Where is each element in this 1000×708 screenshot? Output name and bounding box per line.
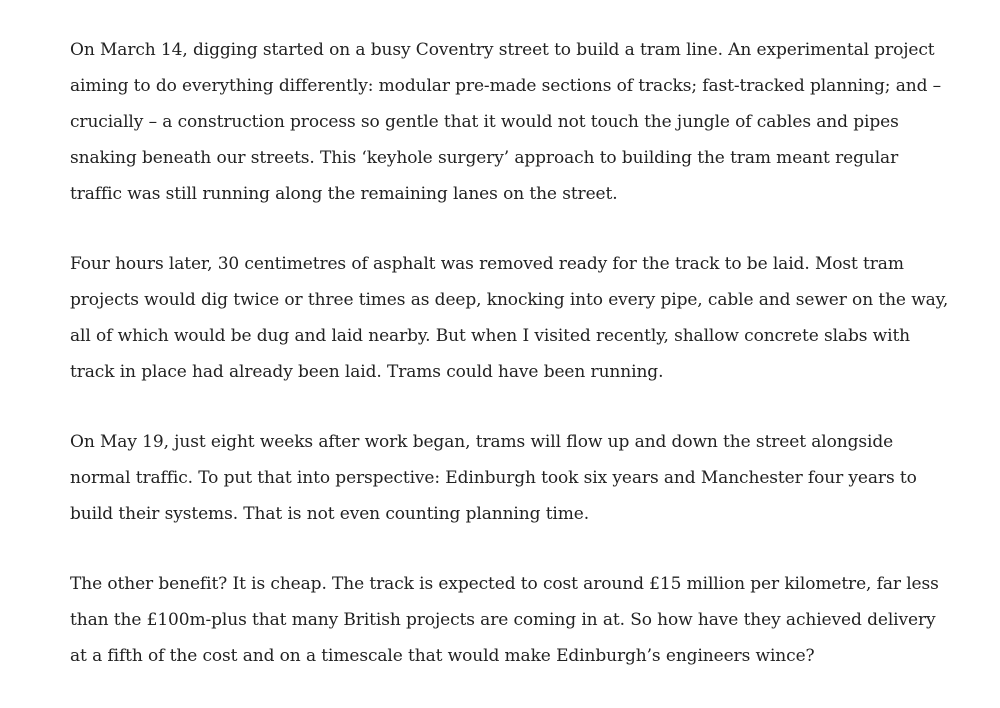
paragraph-4: The other benefit? It is cheap. The track is expected to cost around £15 million per kilometre, far less than the £100m-plus that many British projects are coming in at. So how have they achieved delivery at a fifth of the cost and on a timescale that would make Edinburgh’s engineers wince?: [70, 574, 939, 666]
paragraph-2: Four hours later, 30 centimetres of asphalt was removed ready for the track to be laid. Most tram projects would dig twice or three times as deep, knocking into every pipe, cable and sewer on the way, all of which would be dug and laid nearby. But when I visited recently, shallow concrete slabs with track in place had already been laid. Trams could have been running.: [70, 254, 949, 382]
article-body: [70, 32, 950, 674]
paragraph-1: On March 14, digging started on a busy Coventry street to build a tram line. An experimental project aiming to do everything differently: modular pre-made sections of tracks; fast-tracked planning; and – crucially – a construction process so gentle that it would not touch the jungle of cables and pipes snaking beneath our streets. This ‘keyhole surgery’ approach to building the tram meant regular traffic was still running along the remaining lanes on the street.: [70, 40, 942, 204]
paragraph-3: On May 19, just eight weeks after work began, trams will flow up and down the street alongside normal traffic. To put that into perspective: Edinburgh took six years and Manchester four years to build their systems. That is not even counting planning time.: [70, 432, 917, 524]
